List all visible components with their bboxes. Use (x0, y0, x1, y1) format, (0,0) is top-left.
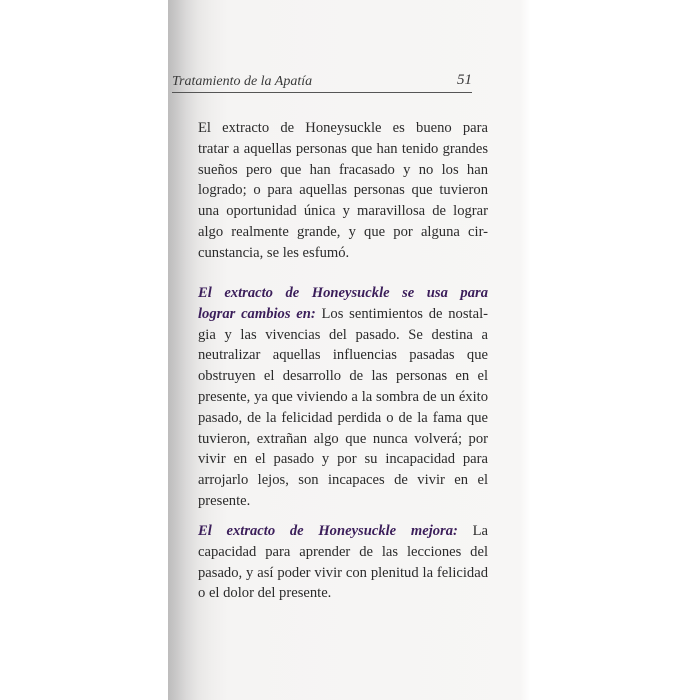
paragraph-lead: El extracto de Honeysuckle se usa para (198, 285, 488, 301)
text-line: tuvieron, extrañan algo que nunca volverá; por (198, 430, 488, 447)
text-line: capacidad para aprender de las lecciones del (198, 543, 488, 560)
text-line: neutralizar aquellas influencias pasadas que (198, 347, 488, 364)
text-line: o el dolor del presente. (198, 585, 332, 602)
paragraph-2 (198, 283, 488, 512)
text-line: pasado, de la felicidad perdida o de la fama que (198, 409, 488, 426)
text-line: obstruyen el desarrollo de las personas en el (198, 368, 488, 385)
text-line: presente, ya que viviendo a la sombra de un éxito (198, 388, 488, 405)
text-line: vivir en el pasado y por su incapacidad para (198, 451, 488, 468)
text-line: tratar a aquellas personas que han tenido grandes (198, 140, 488, 157)
header-rule (172, 92, 472, 93)
text-line (198, 304, 488, 325)
page-number: 51 (457, 72, 472, 88)
text-line: pasado, y así poder vivir con plenitud la felicidad (198, 564, 488, 581)
text-line (198, 283, 488, 304)
text-line: una oportunidad única y maravillosa de lograr (198, 203, 488, 220)
text-line: El extracto de Honeysuckle es bueno para (198, 120, 488, 136)
text-line: algo realmente grande, y que por alguna cir- (198, 223, 488, 240)
text-fragment: La (457, 523, 488, 539)
paragraph-lead: lograr cambios en: (198, 305, 316, 322)
text-line: logrado; o para aquellas personas que tuvieron (198, 182, 488, 199)
header-title: Tratamiento de la Apatía (172, 74, 313, 89)
running-header (172, 70, 472, 94)
paragraph-1 (198, 118, 488, 264)
text-line: sueños pero que han fracasado y no los han (198, 161, 488, 178)
text-line: presente. (198, 492, 251, 509)
book-page (168, 0, 530, 700)
text-line: arrojarlo lejos, son incapaces de vivir en el (198, 472, 488, 489)
text-line: cunstancia, se les esfumó. (198, 244, 350, 261)
text-line: gia y las vivencias del pasado. Se destina a (198, 326, 488, 343)
text-line (198, 521, 488, 542)
paragraph-lead: El extracto de Honeysuckle mejora: (198, 523, 458, 539)
paragraph-3 (198, 521, 488, 604)
text-fragment: Los sentimientos de nostal- (315, 305, 488, 322)
